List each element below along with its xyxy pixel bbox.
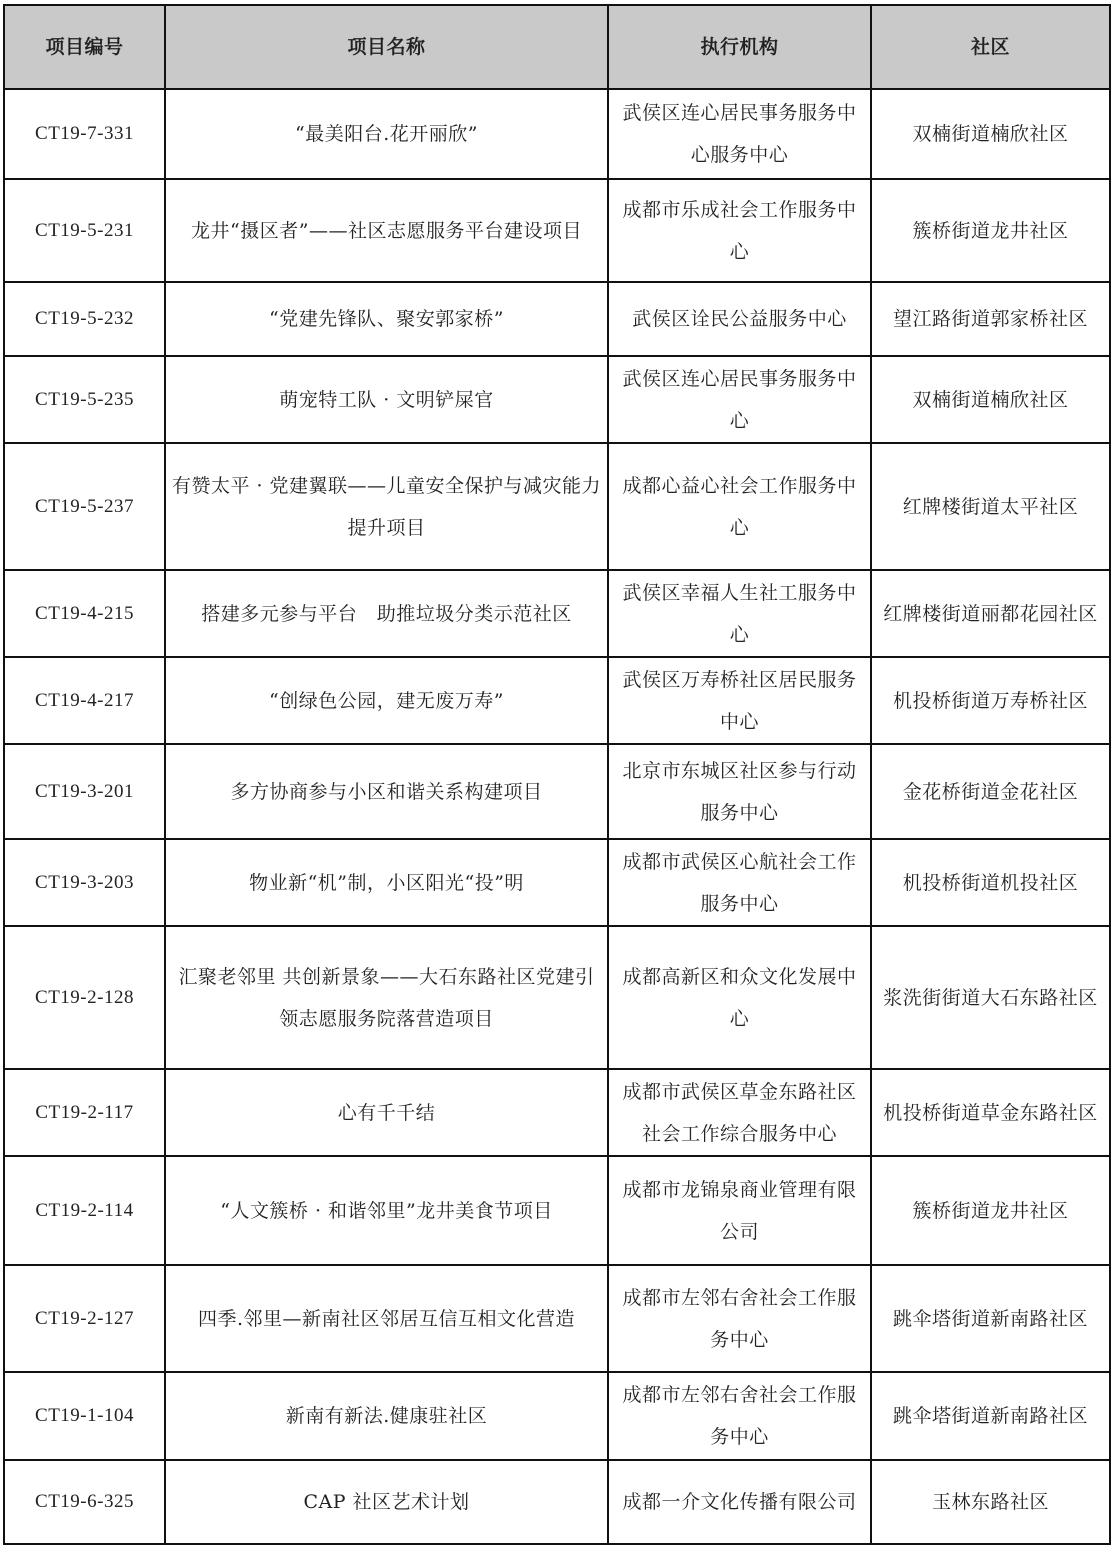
- executing-org-cell: 武侯区幸福人生社工服务中心: [608, 570, 871, 657]
- project-name-cell: 搭建多元参与平台 助推垃圾分类示范社区: [165, 570, 608, 657]
- project-name-cell: “创绿色公园，建无废万寿”: [165, 657, 608, 744]
- executing-org-cell: 武侯区诠民公益服务中心: [608, 282, 871, 356]
- table-row: [4, 1265, 1110, 1372]
- table-row: [4, 282, 1110, 356]
- header-community: 社区: [871, 5, 1110, 89]
- project-code-cell: CT19-2-117: [4, 1069, 165, 1156]
- header-project-name: 项目名称: [165, 5, 608, 89]
- community-cell: 玉林东路社区: [871, 1460, 1110, 1544]
- executing-org-cell: 成都市龙锦泉商业管理有限公司: [608, 1156, 871, 1265]
- community-cell: 跳伞塔街道新南路社区: [871, 1265, 1110, 1372]
- header-executing-org: 执行机构: [608, 5, 871, 89]
- community-cell: 簇桥街道龙井社区: [871, 179, 1110, 282]
- project-code-cell: CT19-5-231: [4, 179, 165, 282]
- project-name-cell: 有赞太平 · 党建翼联——儿童安全保护与减灾能力提升项目: [165, 443, 608, 570]
- header-project-code: 项目编号: [4, 5, 165, 89]
- table-row: [4, 443, 1110, 570]
- executing-org-cell: 成都心益心社会工作服务中心: [608, 443, 871, 570]
- table-row: [4, 89, 1110, 179]
- community-cell: 机投桥街道机投社区: [871, 839, 1110, 926]
- executing-org-cell: 成都市乐成社会工作服务中心: [608, 179, 871, 282]
- executing-org-cell: 成都一介文化传播有限公司: [608, 1460, 871, 1544]
- community-cell: 机投桥街道万寿桥社区: [871, 657, 1110, 744]
- table-row: [4, 1156, 1110, 1265]
- project-code-cell: CT19-2-114: [4, 1156, 165, 1265]
- community-cell: 双楠街道楠欣社区: [871, 356, 1110, 443]
- project-table: [3, 4, 1111, 1545]
- community-cell: 跳伞塔街道新南路社区: [871, 1372, 1110, 1460]
- project-name-cell: 物业新“机”制，小区阳光“投”明: [165, 839, 608, 926]
- community-cell: 浆洗街街道大石东路社区: [871, 926, 1110, 1069]
- project-name-cell: 龙井“摄区者”——社区志愿服务平台建设项目: [165, 179, 608, 282]
- project-code-cell: CT19-3-201: [4, 744, 165, 839]
- project-name-cell: 心有千千结: [165, 1069, 608, 1156]
- project-code-cell: CT19-5-235: [4, 356, 165, 443]
- project-code-cell: CT19-5-232: [4, 282, 165, 356]
- table-row: [4, 744, 1110, 839]
- project-code-cell: CT19-4-215: [4, 570, 165, 657]
- executing-org-cell: 成都高新区和众文化发展中心: [608, 926, 871, 1069]
- executing-org-cell: 武侯区连心居民事务服务中心: [608, 356, 871, 443]
- community-cell: 红牌楼街道丽都花园社区: [871, 570, 1110, 657]
- executing-org-cell: 成都市左邻右舍社会工作服务中心: [608, 1265, 871, 1372]
- table-row: [4, 657, 1110, 744]
- project-name-cell: 多方协商参与小区和谐关系构建项目: [165, 744, 608, 839]
- community-cell: 望江路街道郭家桥社区: [871, 282, 1110, 356]
- executing-org-cell: 北京市东城区社区参与行动服务中心: [608, 744, 871, 839]
- project-code-cell: CT19-2-127: [4, 1265, 165, 1372]
- project-code-cell: CT19-7-331: [4, 89, 165, 179]
- table-row: [4, 1069, 1110, 1156]
- project-name-cell: CAP 社区艺术计划: [165, 1460, 608, 1544]
- community-cell: 金花桥街道金花社区: [871, 744, 1110, 839]
- table-row: [4, 179, 1110, 282]
- project-code-cell: CT19-6-325: [4, 1460, 165, 1544]
- executing-org-cell: 武侯区连心居民事务服务中心服务中心: [608, 89, 871, 179]
- executing-org-cell: 成都市武侯区草金东路社区社会工作综合服务中心: [608, 1069, 871, 1156]
- project-code-cell: CT19-4-217: [4, 657, 165, 744]
- community-cell: 机投桥街道草金东路社区: [871, 1069, 1110, 1156]
- project-name-cell: “最美阳台.花开丽欣”: [165, 89, 608, 179]
- project-name-cell: “党建先锋队、聚安郭家桥”: [165, 282, 608, 356]
- table-row: [4, 926, 1110, 1069]
- community-cell: 红牌楼街道太平社区: [871, 443, 1110, 570]
- community-cell: 簇桥街道龙井社区: [871, 1156, 1110, 1265]
- project-name-cell: 汇聚老邻里 共创新景象——大石东路社区党建引领志愿服务院落营造项目: [165, 926, 608, 1069]
- table-row: [4, 839, 1110, 926]
- table-row: [4, 1460, 1110, 1544]
- executing-org-cell: 武侯区万寿桥社区居民服务中心: [608, 657, 871, 744]
- executing-org-cell: 成都市左邻右舍社会工作服务中心: [608, 1372, 871, 1460]
- project-name-cell: 新南有新法.健康驻社区: [165, 1372, 608, 1460]
- project-code-cell: CT19-1-104: [4, 1372, 165, 1460]
- header-row: [4, 5, 1110, 89]
- table-row: [4, 570, 1110, 657]
- table-row: [4, 1372, 1110, 1460]
- project-code-cell: CT19-5-237: [4, 443, 165, 570]
- community-cell: 双楠街道楠欣社区: [871, 89, 1110, 179]
- table-row: [4, 356, 1110, 443]
- project-name-cell: 四季.邻里—新南社区邻居互信互相文化营造: [165, 1265, 608, 1372]
- project-name-cell: “人文簇桥 · 和谐邻里”龙井美食节项目: [165, 1156, 608, 1265]
- project-name-cell: 萌宠特工队 · 文明铲屎官: [165, 356, 608, 443]
- executing-org-cell: 成都市武侯区心航社会工作服务中心: [608, 839, 871, 926]
- project-code-cell: CT19-2-128: [4, 926, 165, 1069]
- project-code-cell: CT19-3-203: [4, 839, 165, 926]
